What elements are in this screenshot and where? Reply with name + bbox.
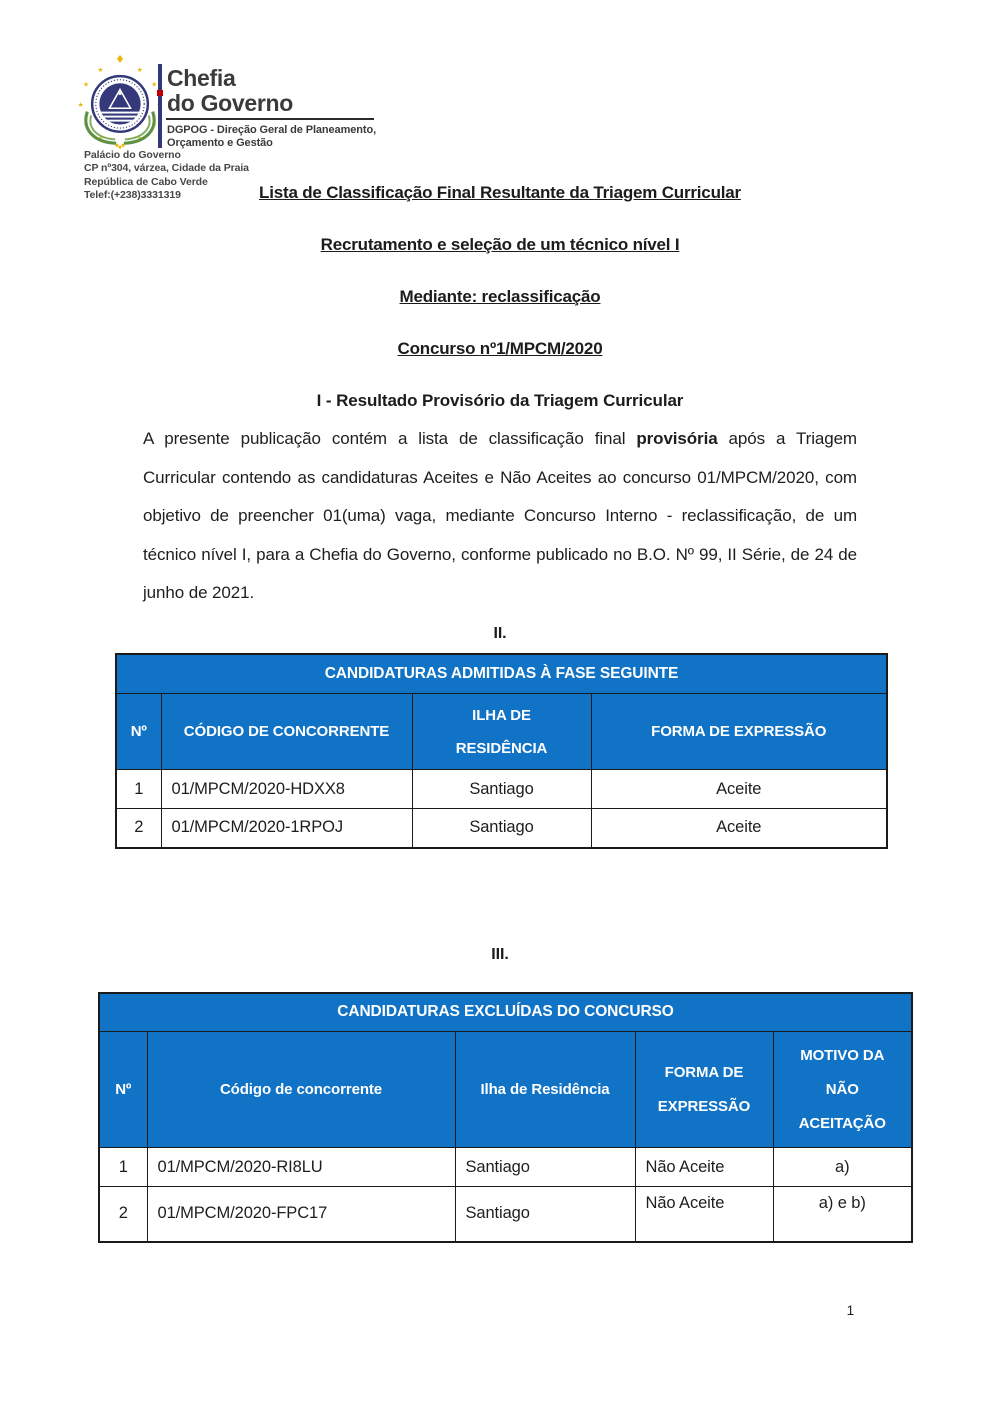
table-row	[99, 1148, 912, 1187]
cell-code: 01/MPCM/2020-RI8LU	[147, 1148, 455, 1187]
department-name	[167, 124, 376, 150]
table-row	[116, 770, 887, 809]
svg-text:★: ★	[82, 120, 89, 128]
address-line: República de Cabo Verde	[84, 175, 208, 188]
cell-expression: Aceite	[591, 809, 887, 848]
cell-island: Santiago	[412, 770, 591, 809]
section-3-label: III.	[491, 945, 509, 963]
excluded-candidates-table	[98, 992, 913, 1243]
cell-num: 1	[116, 770, 161, 809]
paragraph-text: A presente publicação contém a lista de classificação final	[143, 429, 637, 448]
page-number: 1	[846, 1303, 854, 1318]
excluded-table-title: CANDIDATURAS EXCLUÍDAS DO CONCURSO	[99, 993, 912, 1032]
svg-text:★: ★	[82, 80, 89, 89]
doc-title-mediante: Mediante: reclassificação	[399, 287, 601, 306]
svg-text:★: ★	[151, 120, 158, 128]
address-line: Telef:(+238)3331319	[84, 189, 181, 202]
svg-text:★: ★	[136, 66, 143, 75]
column-header-island: ILHA DE RESIDÊNCIA	[412, 694, 591, 770]
section-2-label: II.	[493, 624, 507, 642]
cell-reason: a)	[773, 1148, 912, 1187]
doc-title-concurso: Concurso nº1/MPCM/2020	[397, 339, 603, 358]
cell-code: 01/MPCM/2020-FPC17	[147, 1187, 455, 1242]
column-header-num: Nº	[116, 694, 161, 770]
org-name-underline	[166, 118, 374, 120]
address-line: CP nº304, várzea, Cidade da Praia	[84, 162, 249, 175]
cell-num: 2	[116, 809, 161, 848]
org-name-line1: Chefia	[167, 65, 236, 91]
cell-expression: Não Aceite	[635, 1187, 773, 1242]
admitted-candidates-table	[115, 653, 888, 849]
address-block	[84, 149, 249, 203]
column-header-expression: FORMA DE EXPRESSÃO	[591, 694, 887, 770]
column-header-reason: MOTIVO DA NÃO ACEITAÇÃO	[773, 1032, 912, 1148]
section-1-heading: I - Resultado Provisório da Triagem Curricular	[316, 391, 684, 410]
column-header-code: CÓDIGO DE CONCORRENTE	[161, 694, 412, 770]
intro-paragraph	[143, 420, 857, 613]
column-header-num: Nº	[99, 1032, 147, 1148]
svg-text:★: ★	[136, 134, 143, 143]
cell-reason: a) e b)	[773, 1187, 912, 1242]
cell-code: 01/MPCM/2020-HDXX8	[161, 770, 412, 809]
department-line2: Orçamento e Gestão	[167, 137, 273, 149]
cell-num: 1	[99, 1148, 147, 1187]
org-name-line2: do Governo	[167, 90, 294, 116]
cell-expression: Não Aceite	[635, 1148, 773, 1187]
letterhead-divider	[158, 64, 162, 148]
svg-text:★: ★	[97, 134, 104, 143]
column-header-code: Código de concorrente	[147, 1032, 455, 1148]
doc-title-main: Lista de Classificação Final Resultante da Triagem Curricular	[259, 183, 741, 202]
table-row	[99, 1187, 912, 1242]
department-line1: DGPOG - Direção Geral de Planeamento,	[167, 124, 377, 136]
paragraph-bold-word: provisória	[636, 429, 718, 448]
cabo-verde-coat-of-arms-icon	[72, 54, 168, 150]
address-line: Palácio do Governo	[84, 149, 181, 161]
admitted-table-title: CANDIDATURAS ADMITIDAS À FASE SEGUINTE	[116, 654, 887, 694]
svg-text:★: ★	[77, 100, 84, 109]
org-name	[167, 66, 293, 116]
cell-island: Santiago	[412, 809, 591, 848]
doc-title-recruit: Recrutamento e seleção de um técnico nível I	[320, 235, 680, 254]
cell-island: Santiago	[455, 1148, 635, 1187]
cell-num: 2	[99, 1187, 147, 1242]
table-row	[116, 809, 887, 848]
cell-expression: Aceite	[591, 770, 887, 809]
svg-text:★: ★	[151, 80, 158, 89]
cell-island: Santiago	[455, 1187, 635, 1242]
paragraph-text: após a Triagem Curricular contendo as candidaturas Aceites e Não Aceites ao concurso 01/MPCM/2020, com objetivo de preencher 01(uma) vaga, mediante Concurso Interno - reclassificação, de um técnico nível I, para a Chefia do Governo, conforme publicado no B.O. Nº 99, II Série, de 24 de junho de 2021.	[143, 429, 857, 602]
column-header-expression: FORMA DE EXPRESSÃO	[635, 1032, 773, 1148]
column-header-island: Ilha de Residência	[455, 1032, 635, 1148]
svg-text:★: ★	[97, 66, 104, 75]
cell-code: 01/MPCM/2020-1RPOJ	[161, 809, 412, 848]
divider-red-dot	[157, 90, 163, 96]
